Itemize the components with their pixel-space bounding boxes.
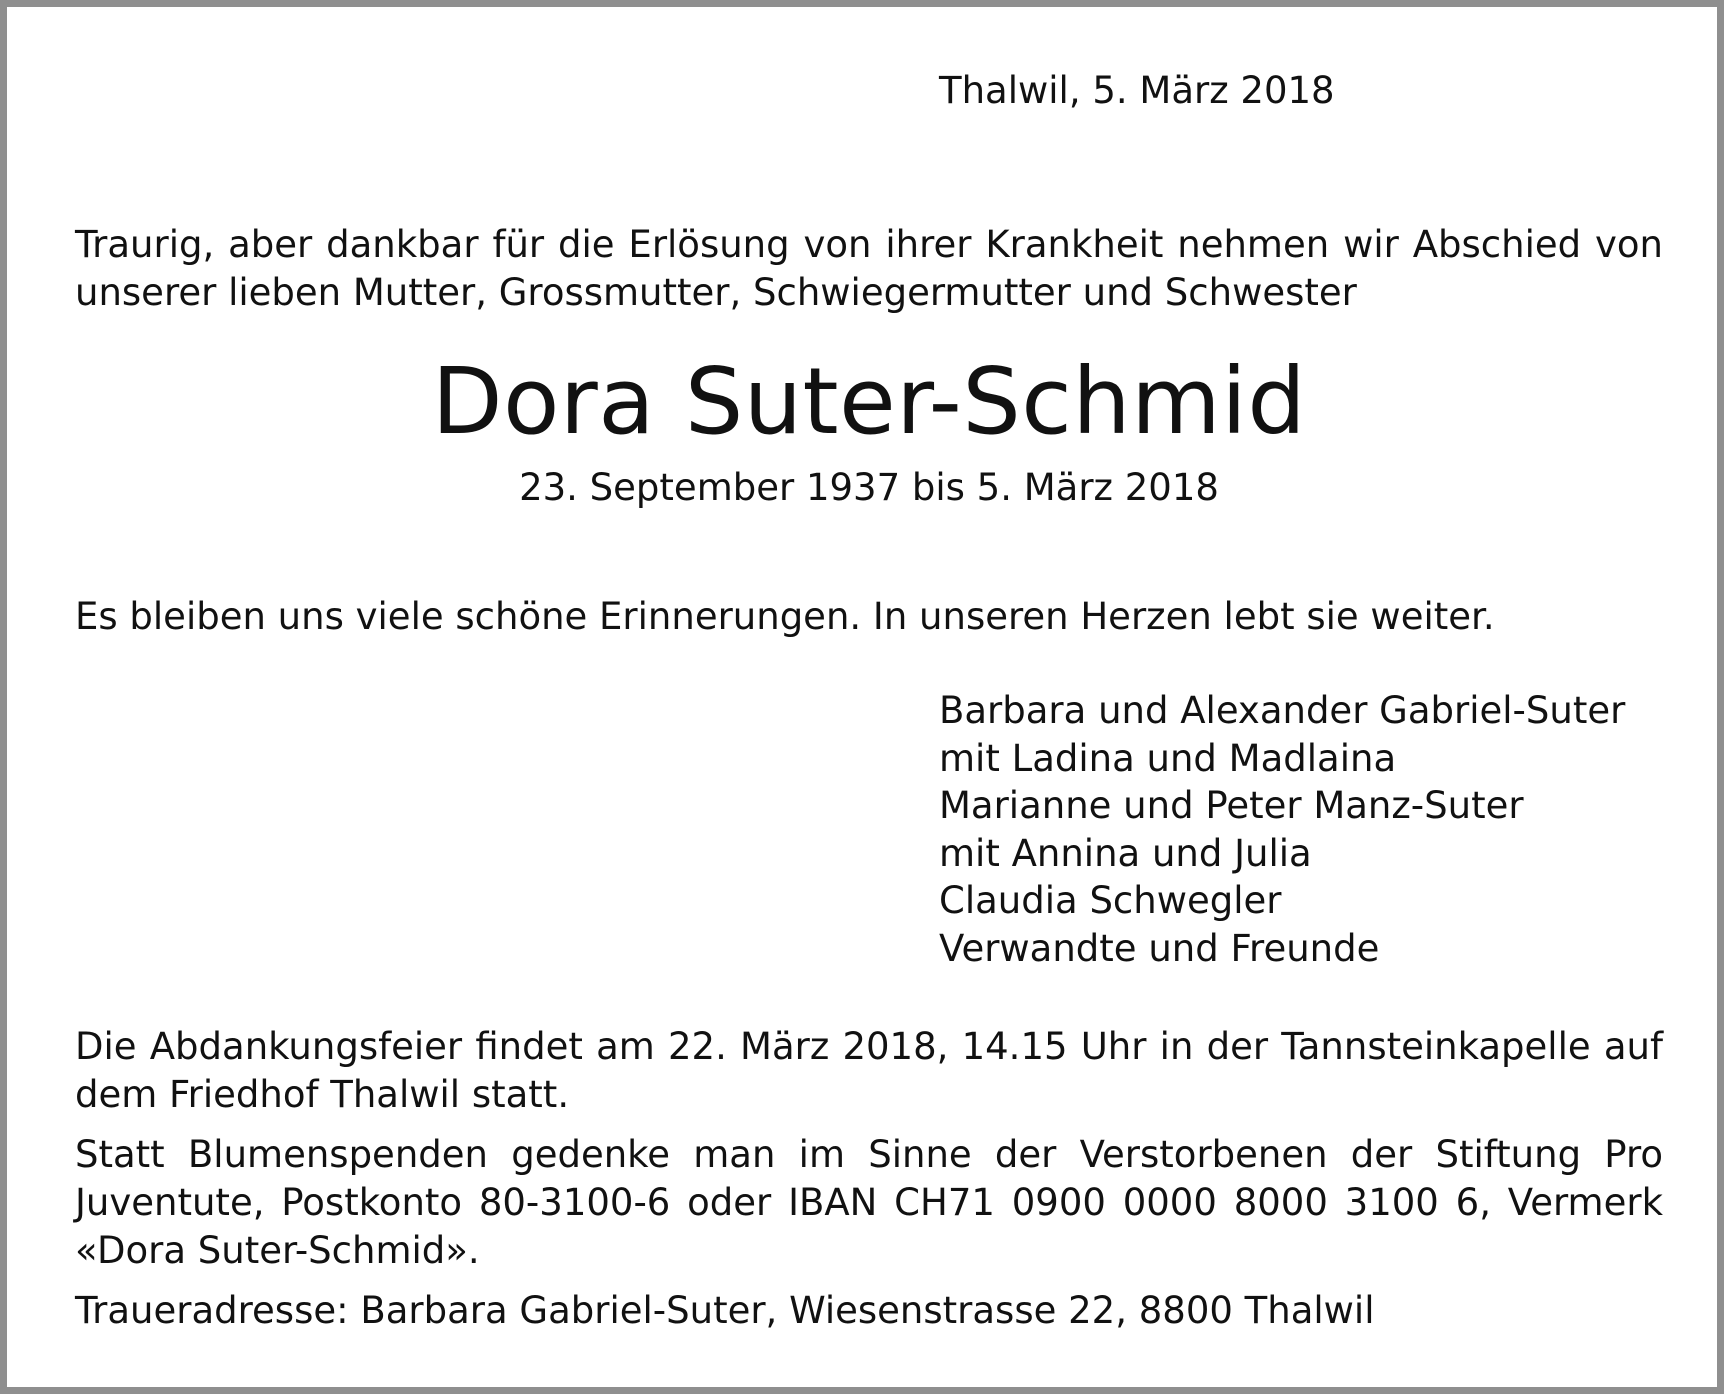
mourner-line: Barbara und Alexander Gabriel-Suter xyxy=(939,689,1626,732)
deceased-name: Dora Suter-Schmid xyxy=(431,348,1307,455)
memory-text: Es bleiben uns viele schöne Erinnerungen. In unseren Herzen lebt sie weiter. xyxy=(75,595,1495,638)
ceremony-paragraph: Die Abdankungsfeier findet am 22. März 2018, 14.15 Uhr in der Tannsteinkapelle auf dem Friedhof Thalwil statt. xyxy=(75,1025,1663,1116)
mourner-line: Marianne und Peter Manz-Suter xyxy=(939,784,1524,828)
donation-paragraph: Statt Blumenspenden gedenke man im Sinne der Verstorbenen der Stiftung Pro Juventute, Postkonto 80-3100-6 oder IBAN CH71 0900 0000 8000 3100 6, Vermerk «Dora Suter-Schmid». xyxy=(75,1133,1663,1272)
mourners-list xyxy=(939,687,1625,973)
mourner-line: Claudia Schwegler xyxy=(939,879,1282,923)
intro-paragraph: Traurig, aber dankbar für die Erlösung von ihrer Krankheit nehmen wir Abschied von unserer lieben Mutter, Grossmutter, Schwiegermutter und Schwester xyxy=(75,223,1663,314)
mourning-address: Traueradresse: Barbara Gabriel-Suter, Wiesenstrasse 22, 8800 Thalwil xyxy=(75,1289,1375,1332)
place-date: Thalwil, 5. März 2018 xyxy=(939,69,1335,112)
mourner-line: Verwandte und Freunde xyxy=(939,926,1380,970)
mourner-line: mit Annina und Julia xyxy=(939,831,1312,875)
mourner-line: mit Ladina und Madlaina xyxy=(939,736,1397,780)
life-dates: 23. September 1937 bis 5. März 2018 xyxy=(519,466,1219,509)
